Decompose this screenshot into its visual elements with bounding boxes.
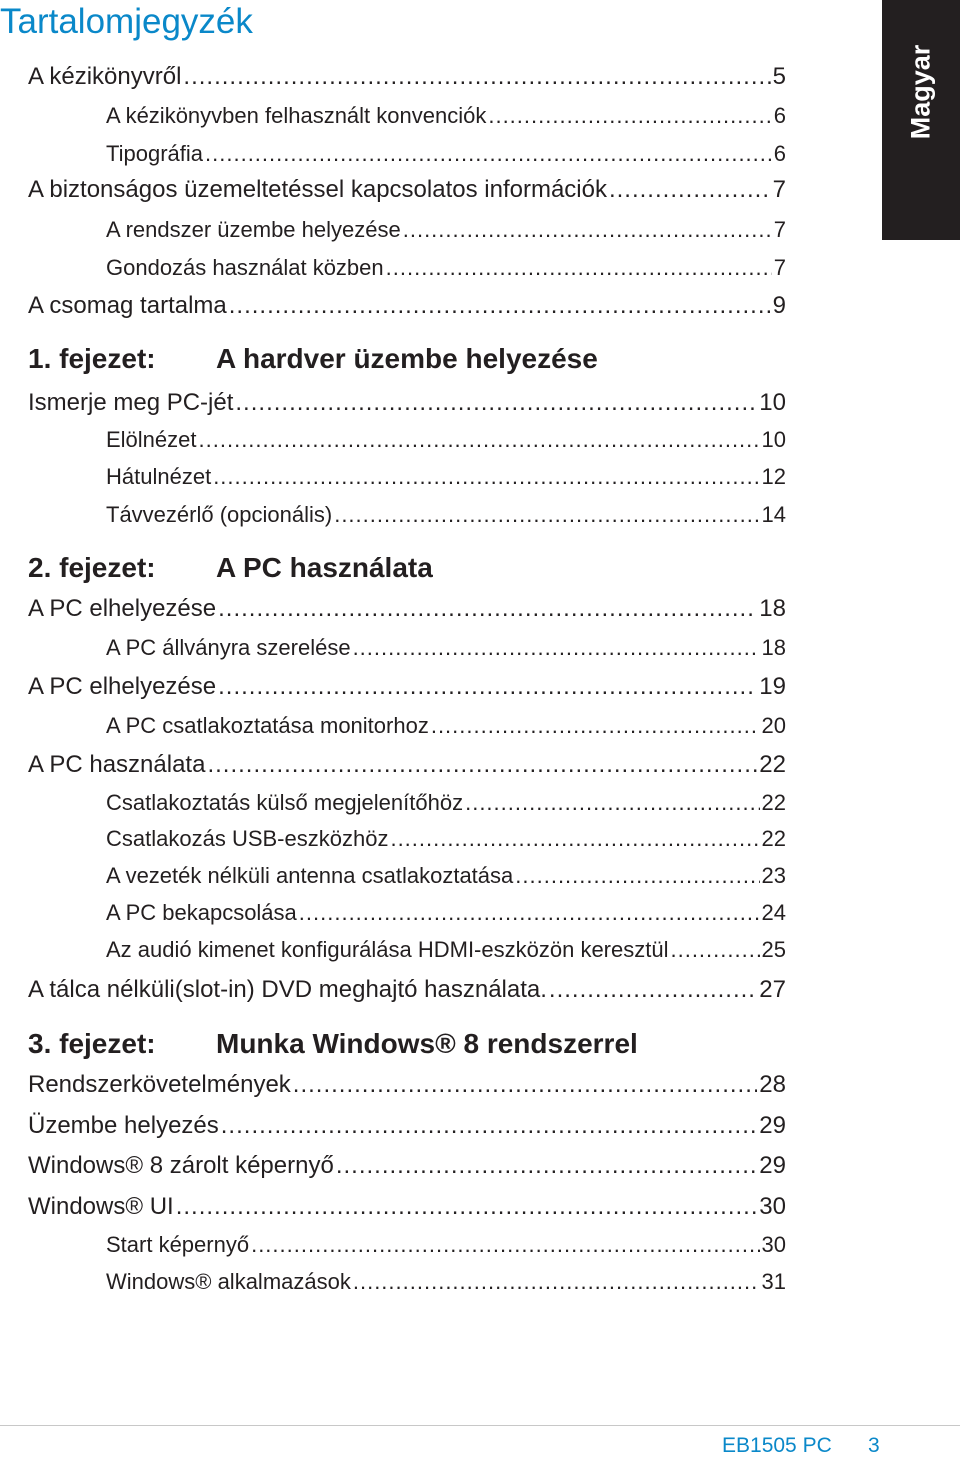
toc-entry[interactable] — [28, 389, 786, 418]
toc-leader — [386, 255, 772, 281]
toc-leader — [183, 63, 770, 92]
toc-entry[interactable] — [28, 1193, 786, 1222]
toc-leader — [229, 292, 771, 321]
toc-entry[interactable] — [28, 1071, 786, 1100]
toc-entry-title: Csatlakozás USB-eszközhöz — [106, 826, 389, 851]
toc-page-number: 7 — [772, 176, 786, 203]
toc-entry[interactable] — [106, 863, 786, 889]
toc-page-number: 27 — [759, 976, 786, 1003]
toc-entry-title: Üzembe helyezés — [28, 1112, 219, 1139]
toc-entry-title: A PC használata — [28, 751, 206, 778]
toc-entry-title: A biztonságos üzemeltetéssel kapcsolatos információk — [28, 176, 607, 203]
toc-page-number: 12 — [761, 464, 786, 489]
toc-entry[interactable] — [106, 937, 786, 963]
toc-entry-title: A PC elhelyezése — [28, 595, 217, 622]
toc-entry[interactable] — [28, 1112, 786, 1141]
toc-leader — [515, 863, 759, 889]
toc-entry[interactable] — [28, 976, 786, 1005]
language-tab-label: Magyar — [905, 44, 936, 140]
toc-entry-title: A PC állványra szerelése — [106, 635, 351, 660]
toc-page-number: 19 — [759, 673, 786, 700]
toc-entry[interactable] — [106, 1269, 786, 1295]
toc-page-number: 22 — [759, 751, 786, 778]
toc-leader — [390, 826, 759, 852]
toc-leader — [403, 217, 772, 243]
toc-entry[interactable] — [28, 63, 786, 92]
toc-page-number: 9 — [772, 292, 786, 319]
toc-entry-title: Ismerje meg PC-jét — [28, 389, 234, 416]
toc-leader — [205, 141, 772, 167]
toc-page-number: 20 — [761, 713, 786, 738]
toc-page-number: 30 — [761, 1232, 786, 1257]
chapter-heading — [28, 343, 598, 375]
toc-entry-title: A kézikönyvről — [28, 63, 182, 90]
chapter-title: A hardver üzembe helyezése — [216, 343, 598, 374]
toc-page-number: 6 — [773, 103, 786, 128]
toc-leader — [670, 937, 759, 963]
toc-page-number: 7 — [773, 217, 786, 242]
toc-leader — [353, 1269, 760, 1295]
toc-entry-title: Windows® 8 zárolt képernyő — [28, 1152, 334, 1179]
toc-entry[interactable] — [106, 713, 786, 739]
toc-entry[interactable] — [106, 255, 786, 281]
toc-page-number: 18 — [761, 635, 786, 660]
toc-entry[interactable] — [28, 1152, 786, 1181]
toc-entry[interactable] — [106, 900, 786, 926]
toc-entry[interactable] — [106, 103, 786, 129]
toc-leader — [336, 1152, 757, 1181]
toc-entry-title: A csomag tartalma — [28, 292, 227, 319]
toc-leader — [488, 103, 771, 129]
language-tab — [882, 0, 960, 240]
footer-divider — [0, 1425, 960, 1426]
toc-entry-title: A PC csatlakoztatása monitorhoz — [106, 713, 429, 738]
toc-page-number: 18 — [759, 595, 786, 622]
toc-leader — [207, 751, 757, 780]
toc-entry-title: A vezeték nélküli antenna csatlakoztatása — [106, 863, 514, 888]
chapter-number: 3. fejezet: — [28, 1028, 156, 1059]
toc-leader — [218, 673, 757, 702]
toc-page-number: 29 — [759, 1152, 786, 1179]
toc-leader — [431, 713, 760, 739]
toc-entry-title: Távvezérlő (opcionális) — [106, 502, 333, 527]
chapter-title: Munka Windows® 8 rendszerrel — [216, 1028, 638, 1059]
toc-page-number: 23 — [761, 863, 786, 888]
toc-leader — [293, 1071, 758, 1100]
toc-entry[interactable] — [28, 751, 786, 780]
chapter-heading — [28, 552, 433, 584]
toc-entry-title: Start képernyő — [106, 1232, 250, 1257]
toc-leader — [221, 1112, 758, 1141]
toc-entry[interactable] — [28, 176, 786, 205]
toc-entry-title: A rendszer üzembe helyezése — [106, 217, 401, 242]
toc-page-number: 22 — [761, 790, 786, 815]
toc-entry[interactable] — [28, 673, 786, 702]
toc-leader — [465, 790, 759, 816]
page-title: Tartalomjegyzék — [0, 2, 253, 41]
toc-entry[interactable] — [106, 826, 786, 852]
toc-entry-title: Rendszerkövetelmények — [28, 1071, 291, 1098]
toc-page-number: 10 — [761, 427, 786, 452]
toc-leader — [218, 595, 757, 624]
toc-page-number: 5 — [772, 63, 786, 90]
toc-entry[interactable] — [106, 502, 786, 528]
toc-entry-title: A kézikönyvben felhasznált konvenciók — [106, 103, 487, 128]
toc-page-number: 22 — [761, 826, 786, 851]
toc-leader — [199, 427, 760, 453]
toc-leader — [251, 1232, 759, 1258]
toc-leader — [213, 464, 759, 490]
toc-entry[interactable] — [106, 1232, 786, 1258]
toc-entry[interactable] — [106, 635, 786, 661]
toc-leader — [334, 502, 759, 528]
toc-page-number: 31 — [761, 1269, 786, 1294]
chapter-number: 1. fejezet: — [28, 343, 156, 374]
toc-leader — [235, 389, 757, 418]
footer-page-number: 3 — [868, 1434, 880, 1457]
toc-entry[interactable] — [106, 464, 786, 490]
toc-leader — [176, 1193, 758, 1222]
chapter-number: 2. fejezet: — [28, 552, 156, 583]
toc-page-number: 28 — [759, 1071, 786, 1098]
toc-entry-title: Csatlakoztatás külső megjelenítőhöz — [106, 790, 464, 815]
toc-page-number: 7 — [773, 255, 786, 280]
toc-page-number: 10 — [759, 389, 786, 416]
toc-entry-title: Windows® alkalmazások — [106, 1269, 351, 1294]
toc-entry-title: A PC bekapcsolása — [106, 900, 297, 925]
toc-entry[interactable] — [106, 427, 786, 453]
toc-page-number: 25 — [761, 937, 786, 962]
toc-entry-title: Hátulnézet — [106, 464, 212, 489]
toc-page-number: 24 — [761, 900, 786, 925]
toc-leader — [299, 900, 760, 926]
toc-page-number: 30 — [759, 1193, 786, 1220]
toc-page-number: 14 — [761, 502, 786, 527]
chapter-title: A PC használata — [216, 552, 433, 583]
toc-entry[interactable] — [106, 217, 786, 243]
toc-leader — [609, 176, 771, 205]
toc-entry[interactable] — [28, 292, 786, 321]
toc-leader — [549, 976, 757, 1005]
toc-entry-title: Windows® UI — [28, 1193, 174, 1220]
toc-entry-title: Elölnézet — [106, 427, 197, 452]
toc-page-number: 29 — [759, 1112, 786, 1139]
chapter-heading — [28, 1028, 638, 1060]
toc-entry-title: Tipográfia — [106, 141, 204, 166]
toc-leader — [353, 635, 760, 661]
toc-entry-title: A PC elhelyezése — [28, 673, 217, 700]
toc-entry-title: Gondozás használat közben — [106, 255, 384, 280]
toc-entry[interactable] — [28, 595, 786, 624]
toc-entry-title: Az audió kimenet konfigurálása HDMI-eszközön keresztül — [106, 937, 669, 962]
toc-entry-title: A tálca nélküli(slot-in) DVD meghajtó használata. — [28, 976, 547, 1003]
toc-entry[interactable] — [106, 141, 786, 167]
toc-entry[interactable] — [106, 790, 786, 816]
toc-page-number: 6 — [773, 141, 786, 166]
footer-model-name: EB1505 PC — [722, 1434, 832, 1457]
